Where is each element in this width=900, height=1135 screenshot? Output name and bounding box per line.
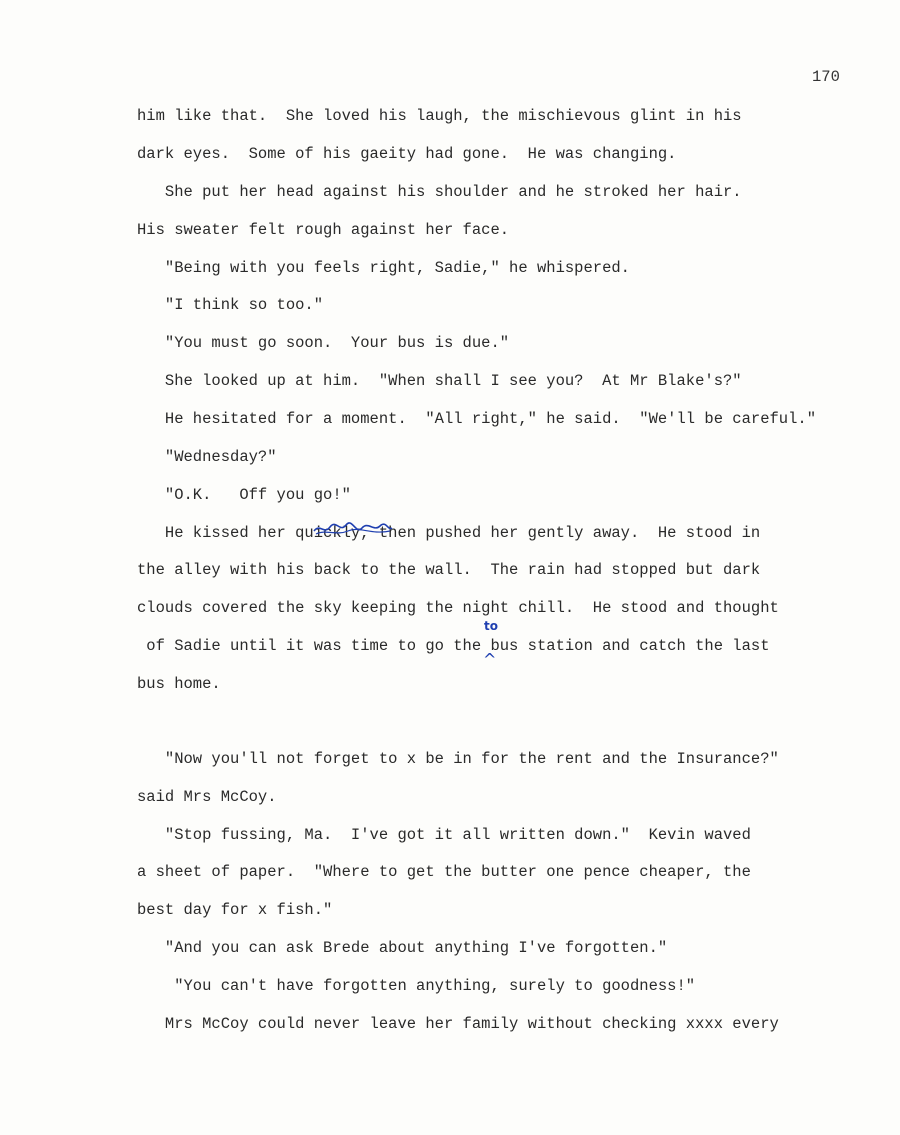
text-line: Mrs McCoy could never leave her family without checking xxxx every	[137, 1015, 779, 1033]
handwritten-insertion: to	[484, 619, 498, 633]
text-line: He hesitated for a moment. "All right," he said. "We'll be careful."	[137, 410, 817, 428]
text-line: "You can't have forgotten anything, surely to goodness!"	[137, 977, 696, 995]
text-line: "Wednesday?"	[137, 448, 277, 466]
text-line: clouds covered the sky keeping the night chill. He stood and thought	[137, 599, 779, 617]
text-line: "I think so too."	[137, 296, 324, 314]
text-line: him like that. She loved his laugh, the mischievous glint in his	[137, 107, 742, 125]
page-number: 170	[812, 68, 840, 86]
text-line: best day for x fish."	[137, 901, 333, 919]
text-line: He kissed her quickly, then pushed her gently away. He stood in	[137, 524, 761, 542]
text-line: the alley with his back to the wall. The rain had stopped but dark	[137, 561, 761, 579]
text-line: His sweater felt rough against her face.	[137, 221, 510, 239]
insertion-caret-icon: ^	[483, 650, 497, 669]
text-line: of Sadie until it was time to go the bus station and catch the last	[137, 637, 770, 655]
text-line: "And you can ask Brede about anything I've forgotten."	[137, 939, 668, 957]
text-line: dark eyes. Some of his gaeity had gone. He was changing.	[137, 145, 677, 163]
text-line: "Stop fussing, Ma. I've got it all written down." Kevin waved	[137, 826, 751, 844]
text-line: bus home.	[137, 675, 221, 693]
text-line: said Mrs McCoy.	[137, 788, 277, 806]
text-line: "You must go soon. Your bus is due."	[137, 334, 510, 352]
text-line: "O.K. Off you go!"	[137, 486, 351, 504]
text-line: She put her head against his shoulder and he stroked her hair.	[137, 183, 742, 201]
ink-strikeout-scribble	[312, 519, 394, 539]
text-line: "Being with you feels right, Sadie," he whispered.	[137, 259, 630, 277]
text-line: "Now you'll not forget to x be in for the rent and the Insurance?"	[137, 750, 779, 768]
text-line: a sheet of paper. "Where to get the butter one pence cheaper, the	[137, 863, 751, 881]
text-line: She looked up at him. "When shall I see you? At Mr Blake's?"	[137, 372, 742, 390]
